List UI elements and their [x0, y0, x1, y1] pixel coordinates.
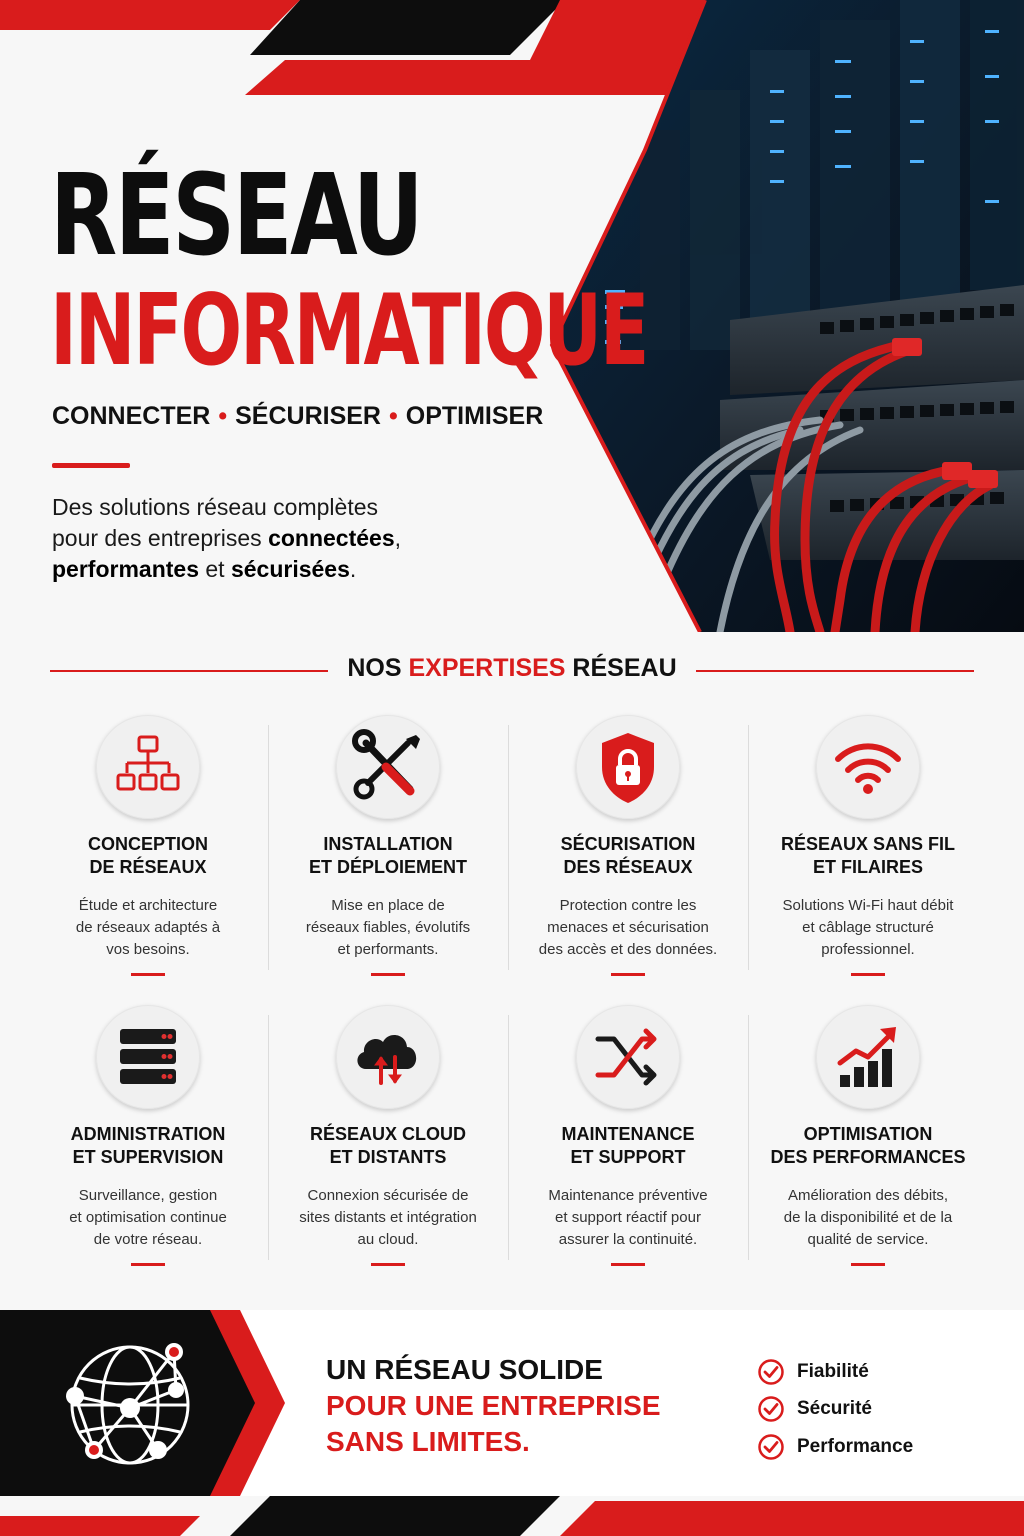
expertise-title-line: RÉSEAUX CLOUD	[309, 1124, 466, 1144]
intro-punct: .	[349, 556, 357, 582]
tagline	[52, 402, 543, 431]
expertise-desc-line: et performants.	[337, 941, 439, 958]
expertise-desc-line: menaces et sécurisation	[547, 919, 709, 936]
expertise-title-line: MAINTENANCE	[561, 1124, 695, 1144]
cloud-transfer-icon	[336, 1005, 440, 1109]
expertise-title-line: ET SUPPORT	[570, 1147, 686, 1167]
expertise-title-line: ET FILAIRES	[812, 857, 923, 877]
expertise-title-line: RÉSEAUX SANS FIL	[780, 834, 956, 854]
expertise-underline	[131, 1263, 165, 1266]
expertise-desc-line: professionnel.	[821, 941, 915, 958]
section-title-text: RÉSEAU	[565, 654, 677, 682]
expertise-description	[278, 895, 498, 961]
expertise-title	[28, 833, 268, 879]
expertise-title-line: DE RÉSEAUX	[89, 857, 207, 877]
expertise-title	[268, 833, 508, 879]
benefit-item	[757, 1353, 913, 1391]
expertise-underline	[371, 1263, 405, 1266]
expertise-title-line: DES PERFORMANCES	[770, 1147, 966, 1167]
expertise-desc-line: vos besoins.	[106, 941, 190, 958]
expertise-title	[508, 1123, 748, 1169]
expertise-description	[758, 1185, 978, 1251]
expertise-underline	[851, 1263, 885, 1266]
tagline-item: OPTIMISER	[405, 402, 544, 430]
expertise-title	[28, 1123, 268, 1169]
wifi-icon	[816, 715, 920, 819]
expertise-desc-line: Maintenance préventive	[548, 1187, 708, 1204]
intro-line: pour des entreprises	[52, 525, 269, 551]
intro-line: Des solutions réseau complètes	[52, 494, 378, 520]
slogan-line: UN RÉSEAU SOLIDE	[326, 1354, 603, 1385]
check-circle-icon	[757, 1433, 785, 1461]
expertise-desc-line: assurer la continuité.	[558, 1231, 698, 1248]
expertise-title-line: DES RÉSEAUX	[563, 857, 693, 877]
benefits-list	[757, 1353, 913, 1466]
expertise-desc-line: Solutions Wi-Fi haut débit	[782, 897, 954, 914]
expertise-title-line: CONCEPTION	[87, 834, 208, 854]
bottom-decoration	[0, 1496, 1024, 1536]
expertise-desc-line: et support réactif pour	[555, 1209, 701, 1226]
expertise-underline	[371, 973, 405, 976]
expertise-desc-line: Mise en place de	[331, 897, 445, 914]
expertise-title-line: ET DÉPLOIEMENT	[308, 857, 467, 877]
expertise-desc-line: sites distants et intégration	[299, 1209, 477, 1226]
benefit-label: Fiabilité	[797, 1360, 869, 1382]
expertise-desc-line: qualité de service.	[807, 1231, 929, 1248]
expertise-title	[268, 1123, 508, 1169]
expertise-description	[38, 1185, 258, 1251]
tools-icon	[336, 715, 440, 819]
section-title	[0, 654, 1024, 683]
expertise-description	[518, 1185, 738, 1251]
expertise-description	[518, 895, 738, 961]
expertise-desc-line: réseaux fiables, évolutifs	[305, 919, 471, 936]
benefit-item	[757, 1391, 913, 1429]
expertise-title-line: ADMINISTRATION	[70, 1124, 226, 1144]
expertise-desc-line: Surveillance, gestion	[78, 1187, 218, 1204]
expertise-title	[508, 833, 748, 879]
expertise-title-line: INSTALLATION	[323, 834, 453, 854]
check-circle-icon	[757, 1358, 785, 1386]
intro-emphasis: sécurisées	[230, 556, 350, 582]
shuffle-arrows-icon	[576, 1005, 680, 1109]
tagline-dot: •	[388, 402, 398, 430]
expertise-description	[758, 895, 978, 961]
expertise-underline	[851, 973, 885, 976]
tagline-divider	[52, 463, 130, 468]
expertise-desc-line: et câblage structuré	[802, 919, 934, 936]
check-circle-icon	[757, 1395, 785, 1423]
section-title-text: NOS	[347, 654, 409, 682]
slogan	[326, 1352, 661, 1460]
expertise-desc-line: et optimisation continue	[69, 1209, 227, 1226]
page-title-line1: RÉSEAU	[50, 151, 422, 281]
expertise-title	[748, 1123, 988, 1169]
intro-line: et	[198, 556, 231, 582]
tagline-item: SÉCURISER	[235, 402, 381, 430]
page-title-line2: INFORMATIQUE	[50, 274, 648, 388]
expertise-underline	[611, 973, 645, 976]
tagline-dot: •	[218, 402, 228, 430]
growth-chart-icon	[816, 1005, 920, 1109]
intro-emphasis: connectées	[268, 525, 395, 551]
expertise-desc-line: au cloud.	[357, 1231, 419, 1248]
expertise-desc-line: de la disponibilité et de la	[783, 1209, 953, 1226]
shield-lock-icon	[576, 715, 680, 819]
expertise-underline	[131, 973, 165, 976]
expertise-desc-line: Amélioration des débits,	[787, 1187, 949, 1204]
slogan-line-highlight: POUR UNE ENTREPRISE	[326, 1390, 661, 1421]
expertise-desc-line: de votre réseau.	[93, 1231, 203, 1248]
expertise-title-line: OPTIMISATION	[803, 1124, 933, 1144]
expertise-description	[278, 1185, 498, 1251]
intro-text	[52, 492, 522, 585]
expertise-desc-line: Protection contre les	[559, 897, 697, 914]
expertise-title-line: SÉCURISATION	[560, 834, 696, 854]
expertise-title-line: ET DISTANTS	[329, 1147, 447, 1167]
slogan-line-highlight: SANS LIMITES.	[326, 1426, 530, 1457]
server-stack-icon	[96, 1005, 200, 1109]
benefit-item	[757, 1428, 913, 1466]
tagline-item: CONNECTER	[52, 402, 211, 430]
benefit-label: Performance	[797, 1435, 914, 1457]
intro-emphasis: performantes	[52, 556, 199, 582]
expertise-title	[748, 833, 988, 879]
benefit-label: Sécurité	[797, 1398, 872, 1420]
expertise-underline	[611, 1263, 645, 1266]
expertise-desc-line: des accès et des données.	[538, 941, 718, 958]
expertise-desc-line: de réseaux adaptés à	[75, 919, 221, 936]
expertise-title-line: ET SUPERVISION	[72, 1147, 224, 1167]
expertise-description	[38, 895, 258, 961]
section-title-highlight: EXPERTISES	[408, 654, 566, 682]
expertise-desc-line: Étude et architecture	[78, 897, 218, 914]
intro-punct: ,	[394, 525, 402, 551]
banner-decoration	[0, 1310, 290, 1496]
expertise-desc-line: Connexion sécurisée de	[307, 1187, 469, 1204]
network-diagram-icon	[96, 715, 200, 819]
